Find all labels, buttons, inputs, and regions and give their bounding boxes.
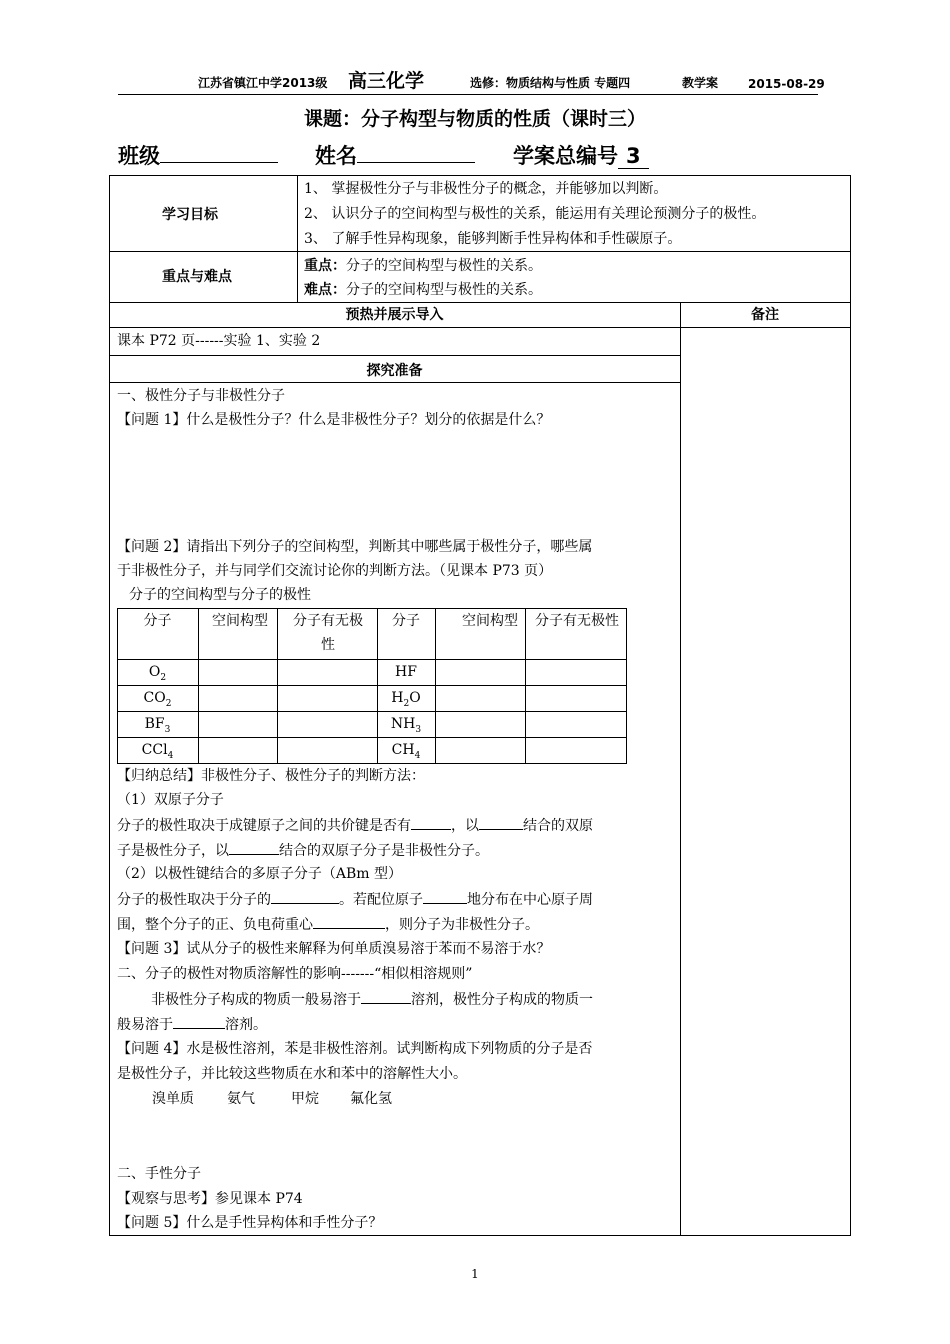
summary-diatomic: （1）双原子分子 xyxy=(117,792,224,808)
molecule-h2o: $H_2O$ xyxy=(391,690,421,709)
header-grade-subject: 高三化学 xyxy=(348,70,425,92)
page-number: 1 xyxy=(471,1267,479,1281)
section-2-title: 二、分子的极性对物质溶解性的影响-------“相似相溶规则” xyxy=(117,966,473,982)
question-1: 【问题 1】什么是极性分子？什么是非极性分子？划分的依据是什么？ xyxy=(117,412,551,428)
page-header xyxy=(118,70,825,95)
molecule-bf3: $BF_3$ xyxy=(144,716,171,735)
question-4-line-2: 是极性分子，并比较这些物质在水和苯中的溶解性大小。 xyxy=(117,1066,467,1082)
explore-heading: 探究准备 xyxy=(366,363,423,379)
name-field[interactable] xyxy=(315,140,475,170)
header-doc-type: 教学案 xyxy=(682,76,719,90)
number-label: 学案总编号 xyxy=(513,144,618,168)
keypoints-label: 重点与难点 xyxy=(162,269,232,285)
number-field xyxy=(513,140,649,170)
question-5: 【问题 5】什么是手性异构体和手性分子？ xyxy=(117,1215,383,1231)
number-value: 3 xyxy=(618,144,649,169)
objective-1: 1、 掌握极性分子与非极性分子的概念，并能够加以判断。 xyxy=(304,181,668,197)
th-molecule-1: 分子 xyxy=(143,613,172,629)
objective-2: 2、 认识分子的空间构型与极性的关系，能运用有关理论预测分子的极性。 xyxy=(304,206,766,222)
observe-think: 【观察与思考】参见课本 P74 xyxy=(117,1191,303,1207)
th-shape-2: 空间构型 xyxy=(462,613,518,629)
summary-title: 【归纳总结】非极性分子、极性分子的判断方法： xyxy=(117,768,425,784)
question-2-line-1: 【问题 2】请指出下列分子的空间构型，判断其中哪些属于极性分子，哪些属 xyxy=(117,539,593,555)
th-molecule-2: 分子 xyxy=(392,613,420,629)
question-4-line-1: 【问题 4】水是极性溶剂，苯是非极性溶剂。试判断构成下列物质的分子是否 xyxy=(117,1041,593,1057)
molecule-ch4: $CH_4$ xyxy=(391,742,421,761)
molecule-nh3: $NH_3$ xyxy=(390,716,422,735)
substance-ammonia: 氨气 xyxy=(227,1091,255,1107)
molecule-hf: HF xyxy=(395,664,417,680)
class-field[interactable] xyxy=(118,140,278,170)
substance-bromine: 溴单质 xyxy=(152,1091,194,1107)
th-polarity-2: 分子有无极性 xyxy=(535,613,619,629)
question-2-line-2: 于非极性分子，并与同学们交流讨论你的判断方法。（见课本 P73 页） xyxy=(117,563,553,579)
header-date: 2015-08-29 xyxy=(748,77,825,91)
page-title: 课题：分子构型与物质的性质（课时三） xyxy=(303,108,646,130)
notes-heading: 备注 xyxy=(751,307,779,323)
class-label: 班级 xyxy=(118,144,160,168)
objectives-label: 学习目标 xyxy=(162,207,218,223)
table-caption: 分子的空间构型与分子的极性 xyxy=(129,587,311,603)
key-point: 重点：分子的空间构型与极性的关系。 xyxy=(304,258,542,274)
summary-polyatomic-line-2: 围，整个分子的正、负电荷重心 ，则分子为非极性分子。 xyxy=(117,917,539,933)
solubility-line-2: 般易溶于 溶剂。 xyxy=(117,1017,267,1033)
molecule-ccl4: CCl$_4$ xyxy=(141,742,174,761)
preview-text: 课本 P72 页------实验 1、实验 2 xyxy=(117,333,321,349)
section-1-title: 一、极性分子与非极性分子 xyxy=(117,388,285,404)
section-3-title: 二、手性分子 xyxy=(117,1166,201,1182)
summary-diatomic-line-2: 子是极性分子，以 结合的双原子分子是非极性分子。 xyxy=(117,843,489,859)
header-course: 选修：物质结构与性质 专题四 xyxy=(470,76,631,90)
preview-heading: 预热并展示导入 xyxy=(345,307,444,323)
name-label: 姓名 xyxy=(315,144,357,168)
question-3: 【问题 3】试从分子的极性来解释为何单质溴易溶于苯而不易溶于水？ xyxy=(117,941,551,957)
substance-hf: 氟化氢 xyxy=(350,1091,392,1107)
summary-polyatomic: （2）以极性键结合的多原子分子（ABm 型） xyxy=(117,866,403,882)
summary-diatomic-line-1: 分子的极性取决于成键原子之间的共价键是否有 ，以 结合的双原 xyxy=(117,818,593,834)
substance-methane: 甲烷 xyxy=(291,1091,319,1107)
objective-3: 3、 了解手性异构现象，能够判断手性异构体和手性碳原子。 xyxy=(304,231,682,247)
th-shape-1: 空间构型 xyxy=(212,613,268,629)
difficult-point: 难点：分子的空间构型与极性的关系。 xyxy=(304,282,542,298)
summary-polyatomic-line-1: 分子的极性取决于分子的 。若配位原子 地分布在中心原子周 xyxy=(117,892,593,908)
molecule-co2: $CO_2$ xyxy=(143,690,172,709)
header-school: 江苏省镇江中学2013级 xyxy=(198,76,328,90)
th-polarity-1: 分子有无极性 xyxy=(293,613,363,653)
molecule-o2: $O_2$ xyxy=(148,664,167,683)
solubility-line-1: 非极性分子构成的物质一般易溶于 溶剂，极性分子构成的物质一 xyxy=(151,992,593,1008)
